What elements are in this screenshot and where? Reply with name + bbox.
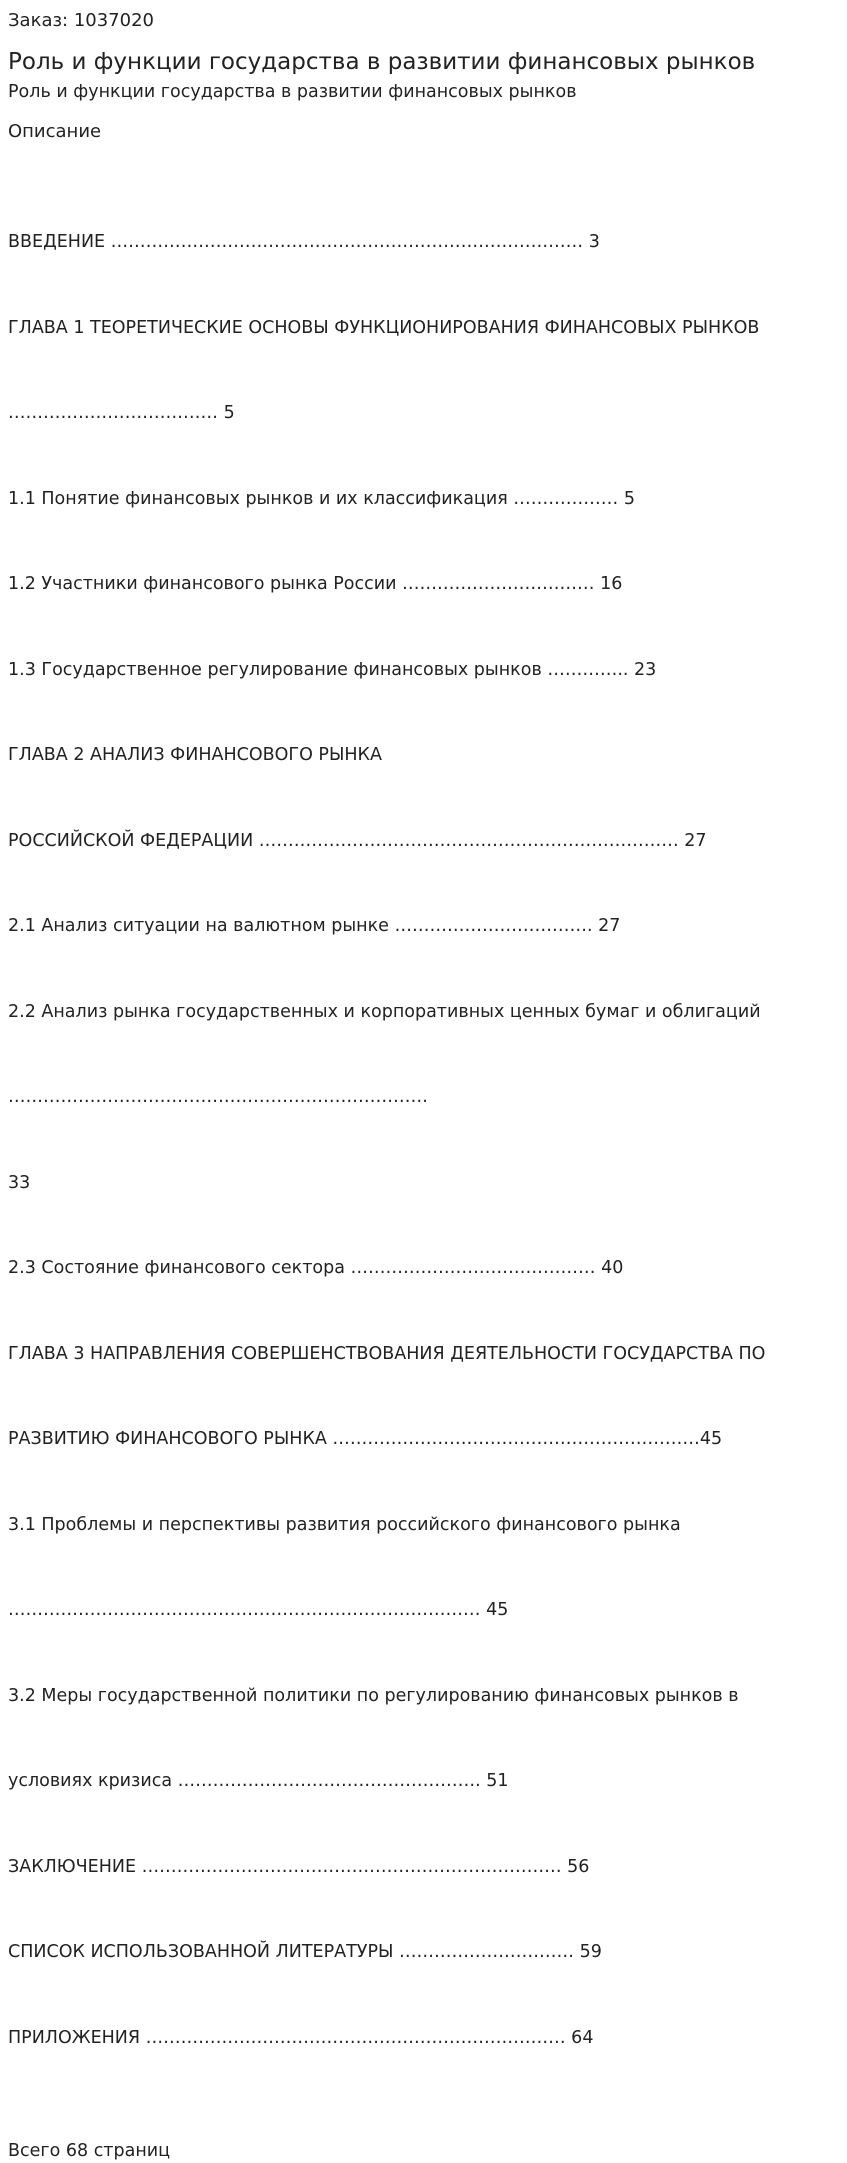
toc-line: РОССИЙСКОЙ ФЕДЕРАЦИИ ……………………………………………………………… 27 — [8, 830, 707, 851]
toc-line: условиях кризиса ……………………………………………. 51 — [8, 1771, 509, 1791]
toc-line: ЗАКЛЮЧЕНИЕ ……………………………………………………………… 56 — [8, 1856, 590, 1877]
toc-line: РАЗВИТИЮ ФИНАНСОВОГО РЫНКА ………………………………………………………45 — [8, 1429, 723, 1449]
description-label: Описание — [8, 121, 102, 142]
toc-line: 2.1 Анализ ситуации на валютном рынке ……………………………. 27 — [8, 916, 621, 936]
toc-line: ПРИЛОЖЕНИЯ ……………………………………………………………… 64 — [8, 2027, 594, 2048]
toc-line: ……………………………… 5 — [8, 403, 235, 423]
order-number: Заказ: 1037020 — [8, 10, 154, 31]
toc-line: 1.1 Понятие финансовых рынков и их классификация ……………… 5 — [8, 488, 635, 509]
toc-line: ……………………………………………………………… — [8, 1087, 428, 1107]
table-of-contents — [8, 171, 838, 2109]
toc-line: 2.2 Анализ рынка государственных и корпоративных ценных бумаг и облигаций — [8, 1001, 761, 1022]
toc-line: 1.2 Участники финансового рынка России …………………………… 16 — [8, 574, 623, 594]
toc-line: ГЛАВА 2 АНАЛИЗ ФИНАНСОВОГО РЫНКА — [8, 745, 382, 765]
toc-line: 3.1 Проблемы и перспективы развития российского финансового рынка — [8, 1514, 681, 1535]
toc-line: ВВЕДЕНИЕ ……………………………………………………………………… 3 — [8, 232, 600, 252]
toc-line: 3.2 Меры государственной политики по регулированию финансовых рынков в — [8, 1685, 739, 1706]
toc-line: 2.3 Состояние финансового сектора …………………………………… 40 — [8, 1258, 624, 1278]
page-title: Роль и функции государства в развитии финансовых рынков — [8, 49, 756, 75]
toc-line: 33 — [8, 1172, 31, 1193]
toc-line: ГЛАВА 1 ТЕОРЕТИЧЕСКИЕ ОСНОВЫ ФУНКЦИОНИРОВАНИЯ ФИНАНСОВЫХ РЫНКОВ — [8, 317, 760, 338]
toc-line: 1.3 Государственное регулирование финансовых рынков ………….. 23 — [8, 659, 657, 680]
toc-line: ГЛАВА 3 НАПРАВЛЕНИЯ СОВЕРШЕНСТВОВАНИЯ ДЕЯТЕЛЬНОСТИ ГОСУДАРСТВА ПО — [8, 1343, 766, 1364]
toc-line: СПИСОК ИСПОЛЬЗОВАННОЙ ЛИТЕРАТУРЫ ………………………… 59 — [8, 1942, 602, 1962]
page-subtitle: Роль и функции государства в развитии финансовых рынков — [8, 82, 577, 102]
total-pages: Всего 68 страниц — [8, 2141, 171, 2161]
toc-line: ……………………………………………………………………… 45 — [8, 1600, 509, 1620]
